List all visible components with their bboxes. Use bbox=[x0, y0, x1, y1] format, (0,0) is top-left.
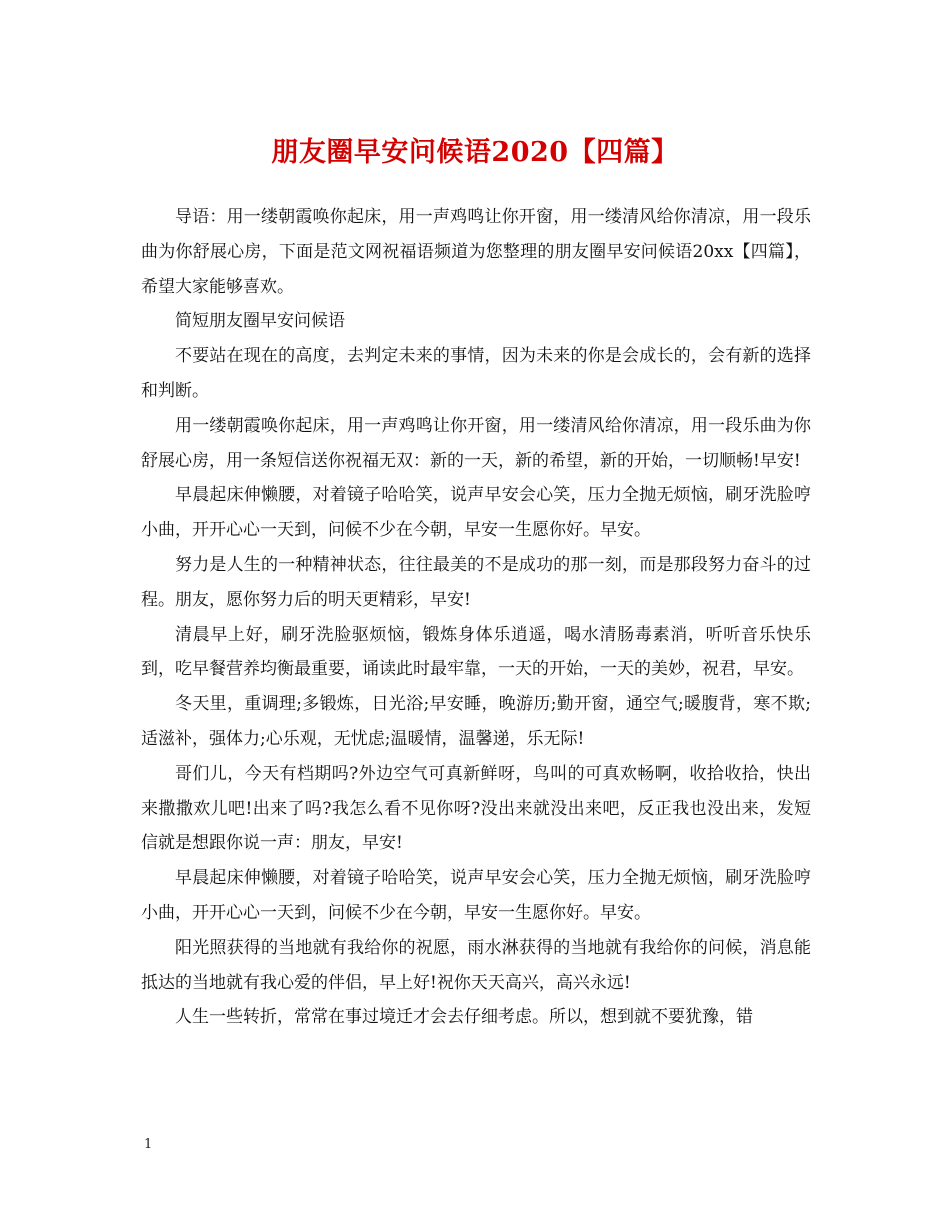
section-heading: 简短朋友圈早安问候语 bbox=[175, 311, 345, 332]
greeting-paragraph: 早晨起床伸懒腰，对着镜子哈哈笑，说声早安会心笑，压力全抛无烦恼，刷牙洗脸哼小曲，开开心心一天到，问候不少在今朝，早安一生愿你好。早安。 bbox=[141, 485, 811, 541]
greeting-paragraph: 阳光照获得的当地就有我给你的祝愿，雨水淋获得的当地就有我给你的问候，消息能抵达的当地就有我心爱的伴侣，早上好!祝你天天高兴，高兴永远! bbox=[141, 937, 811, 993]
document-body bbox=[141, 200, 811, 1035]
greeting-paragraph: 用一缕朝霞唤你起床，用一声鸡鸣让你开窗，用一缕清风给你清凉，用一段乐曲为你舒展心房，用一条短信送你祝福无双：新的一天，新的希望，新的开始，一切顺畅!早安! bbox=[141, 415, 811, 471]
page-number: 1 bbox=[144, 1137, 153, 1152]
greeting-paragraph: 清晨早上好，刷牙洗脸驱烦恼，锻炼身体乐逍遥，喝水清肠毒素消，听听音乐快乐到，吃早餐营养均衡最重要，诵读此时最牢靠，一天的开始，一天的美妙，祝君，早安。 bbox=[141, 624, 811, 680]
greeting-paragraph: 早晨起床伸懒腰，对着镜子哈哈笑，说声早安会心笑，压力全抛无烦恼，刷牙洗脸哼小曲，开开心心一天到，问候不少在今朝，早安一生愿你好。早安。 bbox=[141, 868, 811, 923]
greeting-paragraph: 冬天里，重调理;多锻炼，日光浴;早安睡，晚游历;勤开窗，通空气;暖腹背，寒不欺;适滋补，强体力;心乐观，无忧虑;温暖情，温馨递，乐无际! bbox=[141, 694, 811, 749]
greeting-paragraph: 不要站在现在的高度，去判定未来的事情，因为未来的你是会成长的，会有新的选择和判断。 bbox=[141, 346, 811, 401]
greeting-paragraph: 人生一些转折，常常在事过境迁才会去仔细考虑。所以，想到就不要犹豫，错 bbox=[175, 1007, 753, 1028]
greeting-paragraph: 哥们儿，今天有档期吗?外边空气可真新鲜呀，鸟叫的可真欢畅啊，收拾收拾，快出来撒撒欢儿吧!出来了吗?我怎么看不见你呀?没出来就没出来吧，反正我也没出来，发短信就是想跟你说一声：朋友，早安! bbox=[141, 763, 811, 854]
document-title: 朋友圈早安问候语2020【四篇】 bbox=[271, 137, 679, 168]
greeting-paragraph: 努力是人生的一种精神状态，往往最美的不是成功的那一刻，而是那段努力奋斗的过程。朋友，愿你努力后的明天更精彩，早安! bbox=[141, 554, 811, 610]
intro-paragraph: 导语：用一缕朝霞唤你起床，用一声鸡鸣让你开窗，用一缕清风给你清凉，用一段乐曲为你舒展心房，下面是范文网祝福语频道为您整理的朋友圈早安问候语20xx【四篇】，希望大家能够喜欢。 bbox=[141, 207, 811, 297]
